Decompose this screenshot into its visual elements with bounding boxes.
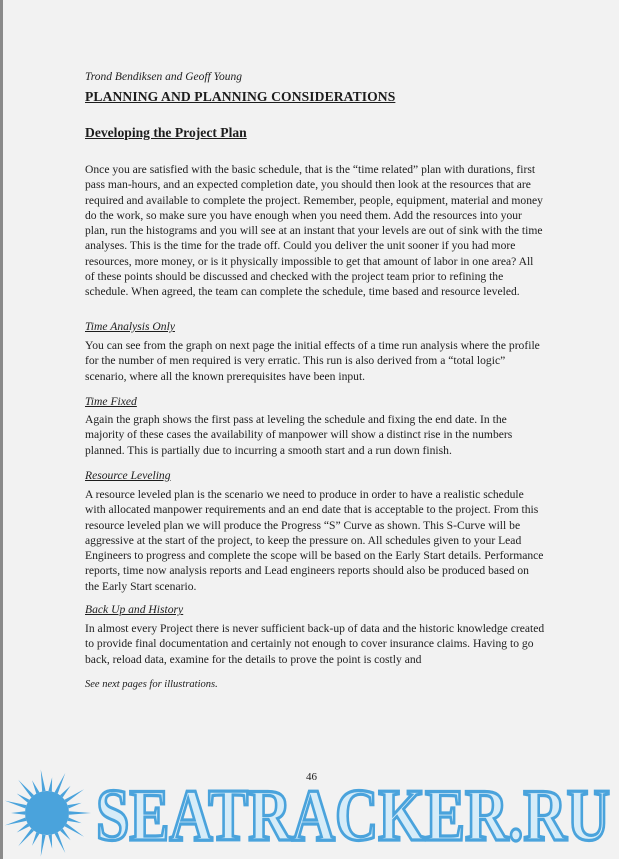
section-title: Developing the Project Plan <box>85 125 247 140</box>
sun-ray <box>65 823 84 836</box>
sun-ray <box>32 832 39 846</box>
author-line: Trond Bendiksen and Geoff Young <box>85 71 242 83</box>
subsection-body-backup-history <box>85 621 545 667</box>
sun-ray <box>18 828 34 846</box>
sun-ray <box>11 811 25 814</box>
subsection-body-time-analysis <box>85 338 545 384</box>
sun-ray <box>5 818 27 826</box>
chapter-title: PLANNING AND PLANNING CONSIDERATIONS <box>85 89 396 104</box>
sun-ray <box>48 834 52 848</box>
sun-ray <box>55 773 66 794</box>
paragraph-text: Again the graph shows the first pass at leveling the schedule and fixing the end date. In the majority of these cases the availability of manpower will show a distinct rise in the numbers planned. This is partially due to incurring a smooth start and a run down finish. <box>85 413 513 457</box>
illustrations-note: See next pages for illustrations. <box>85 679 218 690</box>
sun-ray <box>41 834 46 856</box>
sun-ray <box>60 828 71 840</box>
sun-ray <box>60 786 71 798</box>
sun-ray <box>55 832 66 853</box>
subsection-body-resource-leveling <box>85 487 545 594</box>
sun-ray <box>41 769 46 791</box>
sun-ray <box>17 823 30 832</box>
paragraph-text: In almost every Project there is never sufficient back-up of data and the historic knowledge created to provide final documentation and certainly not enough to cover insurance claims. Having to go back, reload data, examine for the details to prove the point is costly and <box>85 622 545 666</box>
watermark-logo <box>94 774 614 854</box>
sun-ray <box>69 811 91 814</box>
sun-ray <box>68 803 82 809</box>
watermark-text: SEATRACKER.RU <box>96 775 610 854</box>
sun-ray <box>48 777 52 791</box>
intro-text: Once you are satisfied with the basic schedule, that is the “time related” plan with durations, first pass man-hours, and an expected completion date, you should then look at the resources that are required and available to complete the project. Remember, people, equipment, material and money do the work, so make sure you have enough when you need them. Add the resources into your plan, run the histograms and you will see at an instant that your levels are out of sink with the time analyses. This is the time for the trade off. Could you deliver the unit sooner if you had more resources, more money, or is it physically impossible to get that amount of labor in one area? All of these points should be discussed and checked with the project team prior to refining the schedule. When agreed, the team can complete the schedule, time based and resource leveled. <box>85 163 543 299</box>
intro-paragraph <box>85 162 545 300</box>
page-number: 46 <box>306 771 317 783</box>
sun-burst-icon <box>2 768 92 858</box>
subsection-heading-resource-leveling: Resource Leveling <box>85 469 171 482</box>
paragraph-text: A resource leveled plan is the scenario we need to produce in order to have a realistic schedule with allocated manpower requirements and an end date that is acceptable to the project. From this resource leveled plan we will produce the Progress “S” Curve as shown. This S-Curve will be aggressive at the start of the project, to keep the pressure on. All schedules given to your Lead Engineers to progress and complete the scope will be based on the Early Start details. Performance reports, time now analysis reports and Lead engineers reports should also be produced based on the Early Start scenario. <box>85 488 544 593</box>
sun-ray <box>17 794 30 803</box>
subsection-heading-backup-history: Back Up and History <box>85 603 184 616</box>
sun-ray <box>18 780 34 798</box>
paragraph-text: You can see from the graph on next page the initial effects of a time run analysis where the profile for the number of men required is very erratic. This run is also derived from a “total logic” scenario, where all the known prerequisites have been input. <box>85 339 540 383</box>
sun-ray <box>5 801 27 809</box>
sun-ray <box>68 818 82 824</box>
sun-ray <box>65 789 84 802</box>
scan-edge <box>0 0 3 859</box>
sun-ray <box>32 780 39 794</box>
subsection-heading-time-analysis: Time Analysis Only <box>85 320 175 333</box>
sun-core <box>25 791 69 835</box>
subsection-heading-time-fixed: Time Fixed <box>85 395 137 408</box>
subsection-body-time-fixed <box>85 412 545 458</box>
